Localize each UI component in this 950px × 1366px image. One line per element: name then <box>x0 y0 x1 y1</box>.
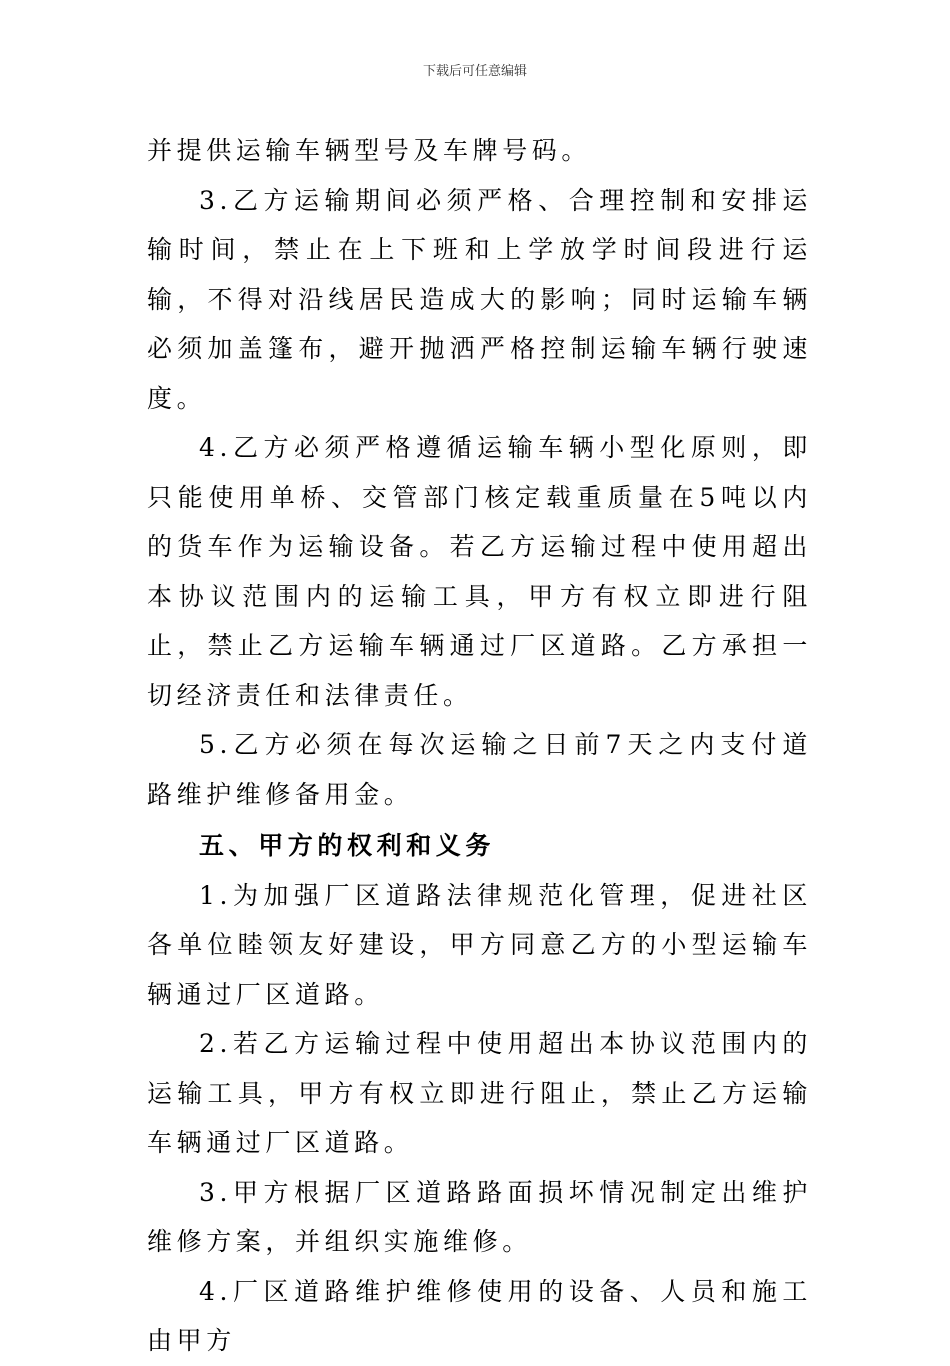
paragraph-party-a-item-1: 1.为加强厂区道路法律规范化管理，促进社区各单位睦领友好建设，甲方同意乙方的小型运输车辆通过厂区道路。 <box>147 880 812 1009</box>
paragraph-party-a-item-2: 2.若乙方运输过程中使用超出本协议范围内的运输工具，甲方有权立即进行阻止，禁止乙方运输车辆通过厂区道路。 <box>147 1029 812 1157</box>
document-body <box>147 126 812 1355</box>
paragraph-continuation: 并提供运输车辆型号及车牌号码。 <box>147 136 592 165</box>
paragraph-item-5-maintenance-fund: 5.乙方必须在每次运输之日前7天之内支付道路维护维修备用金。 <box>147 730 812 809</box>
paragraph-party-a-item-4: 4.厂区道路维护维修使用的设备、人员和施工由甲方 <box>147 1276 812 1355</box>
paragraph-party-a-item-3: 3.甲方根据厂区道路路面损坏情况制定出维护维修方案，并组织实施维修。 <box>147 1177 812 1256</box>
page-header: 下载后可任意编辑 <box>422 64 527 79</box>
paragraph-item-3-transport-time: 3.乙方运输期间必须严格、合理控制和安排运输时间，禁止在上下班和上学放学时间段进行运输，不得对沿线居民造成大的影响；同时运输车辆必须加盖篷布，避开抛洒严格控制运输车辆行驶速度。 <box>147 185 812 413</box>
paragraph-item-4-vehicle-size: 4.乙方必须严格遵循运输车辆小型化原则，即只能使用单桥、交管部门核定载重质量在5吨以内的货车作为运输设备。若乙方运输过程中使用超出本协议范围内的运输工具，甲方有权立即进行阻止，禁止乙方运输车辆通过厂区道路。乙方承担一切经济责任和法律责任。 <box>147 433 812 710</box>
section-heading-party-a-rights: 五、甲方的权利和义务 <box>199 831 496 860</box>
